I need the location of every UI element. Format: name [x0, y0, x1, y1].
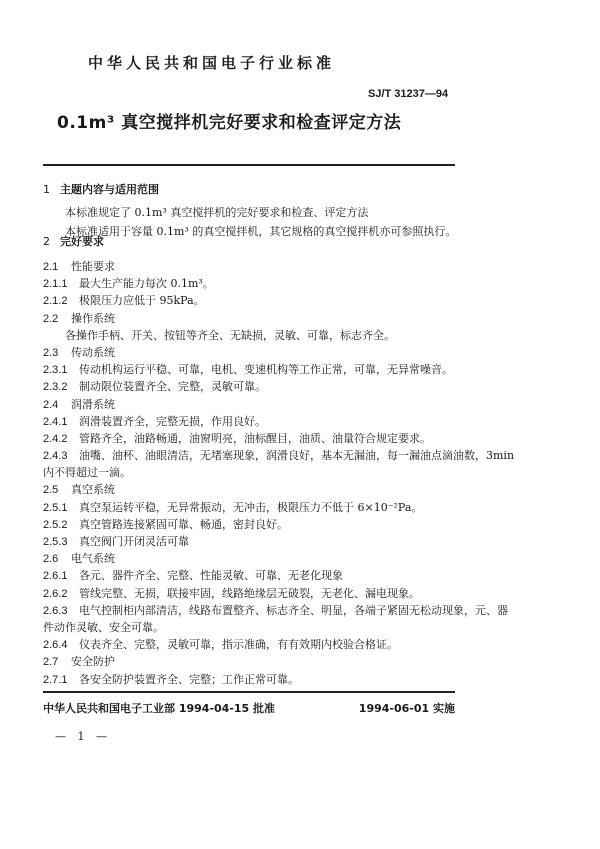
section-title: 完好要求 [60, 235, 104, 248]
clause-text: 润滑系统 [71, 397, 115, 411]
requirement-item [43, 258, 463, 275]
requirement-item [43, 292, 463, 309]
requirement-item [43, 653, 463, 670]
issuing-standard-header: 中华人民共和国电子行业标准 [88, 54, 336, 72]
clause-number: 2.1.2 [43, 295, 68, 308]
clause-number: 2.1.1 [43, 278, 68, 291]
document-title: 0.1m³ 真空搅拌机完好要求和检查评定方法 [57, 113, 402, 133]
clause-number: 2.2 [43, 312, 59, 325]
requirement-item [43, 516, 463, 533]
requirement-item [43, 447, 515, 464]
clause-number: 2.4 [43, 398, 59, 411]
clause-number: 2.5.2 [43, 518, 68, 531]
clause-number: 2.3.1 [43, 364, 68, 377]
standard-code: SJ/T 31237—94 [368, 88, 449, 100]
requirement-item [43, 396, 463, 413]
clause-number: 2.3.2 [43, 381, 68, 394]
clause-number: 2.5.1 [43, 501, 68, 514]
clause-number: 2.5 [43, 484, 59, 497]
requirement-item [43, 344, 463, 361]
requirement-item [43, 378, 463, 395]
clause-text: 各操作手柄、开关、按钮等齐全、无缺损，灵敏、可靠，标志齐全。 [65, 328, 395, 342]
requirement-item [43, 585, 463, 602]
requirement-item [43, 413, 463, 430]
clause-text: 操作系统 [71, 311, 115, 325]
clause-number: 2.4.3 [43, 450, 68, 463]
clause-text: 安全防护 [71, 655, 115, 669]
clause-continuation: 内不得超过一滴。 [43, 466, 131, 480]
clause-number: 2.6.2 [43, 587, 68, 600]
clause-text: 真空系统 [71, 483, 115, 497]
clause-number: 2.6.3 [43, 604, 68, 617]
clause-number: 2.6 [43, 553, 59, 566]
paragraph: 本标准适用于容量 0.1m³ 的真空搅拌机，其它规格的真空搅拌机亦可参照执行。 [65, 225, 457, 238]
clause-number: 2.6.4 [43, 639, 68, 652]
section-1-heading [43, 181, 159, 197]
requirement-item [43, 671, 463, 688]
clause-continuation: 件动作灵敏、安全可靠。 [43, 620, 164, 634]
approval-text: 中华人民共和国电子工业部 1994-04-15 批准 [43, 702, 276, 715]
requirement-item [43, 361, 463, 378]
implementation-date: 1994-06-01 实施 [358, 702, 455, 715]
clause-number: 2.4.2 [43, 432, 68, 445]
requirement-item [43, 430, 463, 447]
paragraph: 本标准规定了 0.1m³ 真空搅拌机的完好要求和检查、评定方法 [65, 206, 369, 219]
requirement-item [43, 499, 463, 516]
requirement-item [43, 636, 463, 653]
requirement-item [43, 275, 463, 292]
requirement-item [43, 567, 463, 584]
clause-text: 真空阀门开闭灵活可靠 [79, 535, 189, 548]
clause-text: 极限压力应低于 95kPa。 [79, 294, 205, 308]
requirement-item [43, 533, 463, 550]
clause-text: 传动系统 [71, 345, 115, 359]
clause-text: 性能要求 [71, 260, 115, 273]
clause-text: 电气控制柜内部清洁，线路布置整齐、标志齐全、明显，各端子紧固无松动现象，元、器 [79, 603, 508, 617]
clause-text: 仪表齐全、完整，灵敏可靠，指示准确，有有效期内校验合格证。 [79, 638, 398, 652]
clause-number: 2.7.1 [43, 673, 68, 686]
clause-text: 传动机构运行平稳、可靠，电机、变速机构等工作正常，可靠，无异常噪音。 [79, 363, 453, 377]
requirement-item [43, 550, 463, 567]
clause-text: 润滑装置齐全，完整无损，作用良好。 [79, 414, 266, 428]
requirement-item [43, 481, 463, 498]
section-2-heading [43, 233, 104, 249]
requirement-item [43, 327, 463, 344]
footer-divider [43, 691, 455, 693]
clause-text: 各元、器件齐全、完整、性能灵敏、可靠、无老化现象 [79, 569, 343, 583]
clause-number: 2.3 [43, 346, 59, 359]
clause-text: 制动限位装置齐全、完整，灵敏可靠。 [79, 380, 266, 394]
clause-number: 2.4.1 [43, 415, 68, 428]
requirement-item [43, 310, 463, 327]
clause-number: 2.1 [43, 261, 59, 273]
clause-number: 2.7 [43, 656, 59, 669]
clause-text: 管路齐全，油路畅通，油窗明亮，油标醒目，油质、油量符合规定要求。 [79, 431, 431, 445]
requirements-list [43, 258, 515, 688]
clause-text: 最大生产能力每次 0.1m³。 [79, 277, 214, 291]
section-number: 1 [43, 183, 50, 196]
clause-text: 油嘴、油杯、油眼清洁，无堵塞现象，润滑良好，基本无漏油，每一漏油点滴油数，3min [79, 449, 515, 463]
clause-text: 各安全防护装置齐全、完整；工作正常可靠。 [79, 672, 299, 686]
section-number: 2 [43, 235, 50, 248]
clause-text: 管线完整、无损，联接牢固，线路绝缘层无破裂，无老化、漏电现象。 [79, 586, 420, 600]
requirement-item [43, 602, 508, 619]
clause-text: 电气系统 [71, 552, 115, 566]
clause-number: 2.5.3 [43, 536, 68, 548]
page-number: — 1 — [55, 730, 111, 743]
title-divider [43, 164, 455, 166]
clause-text: 真空泵运转平稳，无异常振动，无冲击，极限压力不低于 6×10⁻²Pa。 [79, 500, 423, 514]
clause-text: 真空管路连接紧固可靠、畅通，密封良好。 [79, 517, 288, 531]
section-title: 主题内容与适用范围 [60, 183, 159, 196]
clause-number: 2.6.1 [43, 570, 68, 583]
